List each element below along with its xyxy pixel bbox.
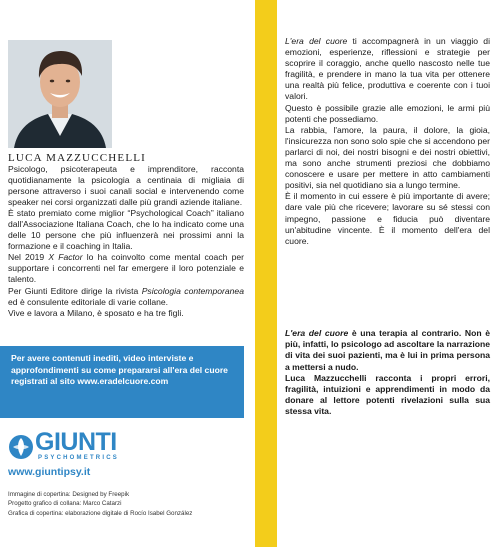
bio-text: Nel 2019 (8, 252, 49, 263)
show-title: X Factor (48, 252, 83, 263)
blurb-paragraph: Luca Mazzucchelli racconta i propri errori, fragilità, intuizioni e apprendimenti in modo da donare al lettore potenti rivelazioni sulla sua stessa vita. (285, 372, 490, 417)
credit-line: Progetto grafico di collana: Marco Catarzi (8, 500, 122, 508)
bio-text: ed è consulente editoriale di varie collane. (8, 296, 169, 307)
logo-wordmark: GIUNTI (35, 428, 117, 456)
bio-paragraph: Vive e lavora a Milano, è sposato e ha tre figli. (8, 307, 184, 318)
magazine-title: Psicologia contemporanea (141, 285, 244, 296)
description-paragraph: È il momento in cui essere è più importante di avere; dare vale più che ricevere; lavorare su sé stessi con impegno, passione e fiducia può diventare un'abitudine vincente. È il momento dell'era del cuore. (285, 191, 490, 246)
publisher-logo (8, 428, 128, 462)
bio-paragraph (8, 286, 244, 308)
blurb-paragraph (285, 328, 490, 373)
publisher-website: www.giuntipsy.it (8, 466, 91, 478)
book-spine (255, 0, 277, 547)
book-blurb (285, 328, 490, 418)
promo-text: Per avere contenuti inediti, video interviste e approfondimenti su come prepararsi all'era del cuore registrati al sito www.eradelcuore.com (11, 353, 228, 387)
bio-paragraph: Psicologo, psicoterapeuta e imprenditore, racconta quotidianamente la psicologia a centinaia di migliaia di persone attraverso i suoi canali social e intervenendo come speaker nei corsi organizzati dalle più grandi aziende italiane. (8, 164, 244, 208)
blurb-text: è una terapia al contrario. Non è più, infatti, lo psicologo ad ascoltare la narrazione di vita dei suoi pazienti, ma è lui in prima persona a mettersi a nudo. (285, 328, 490, 372)
description-paragraph: La rabbia, l'amore, la paura, il dolore, la gioia, l'insicurezza non sono solo spie che si accendono per parlarci di noi, dei nostri bisogni e dei nostri obiettivi, ma sono anche strumenti preziosi che dobbiamo conoscere e usare per mettere in atto cambiamenti positivi, sia nel quotidiano sia a lungo termine. (285, 124, 490, 191)
author-portrait-illustration (8, 40, 112, 148)
bio-paragraph: È stato premiato come miglior “Psychological Coach” italiano dall'Associazione Italiana Coach, che lo ha indicato come una delle 10 persone che più influenzerà nei prossimi anni la formazione e il coaching in Italia. (8, 208, 244, 252)
logo-subtitle: PSYCHOMETRICS (38, 455, 119, 461)
description-text: ti accompagnerà in un viaggio di emozioni, esperienze, riflessioni e strategie per scoprire il coraggio, anche quello nascosto nelle tue fragilità, e prendere in mano la tua vita per ottenere una realtà più felice, produttiva e coerente con i tuoi valori. (285, 36, 490, 102)
promo-box (0, 346, 244, 418)
book-title: L'era del cuore (285, 328, 349, 338)
credit-line: Immagine di copertina: Designed by Freepik (8, 491, 130, 498)
credits (8, 490, 192, 518)
book-title: L'era del cuore (285, 36, 348, 46)
credit-line: Grafica di copertina: elaborazione digitale di Rocío Isabel González (8, 509, 193, 517)
bio-paragraph (8, 252, 244, 285)
book-description (285, 36, 490, 247)
bio-text: lo ha coinvolto come mental coach per supportare i concorrenti nel far emergere il loro potenziale e talento. (8, 252, 244, 285)
author-bio (8, 164, 244, 319)
author-name: LUCA MAZZUCCHELLI (8, 152, 147, 164)
description-paragraph: Questo è possibile grazie alle emozioni, le armi più potenti che possediamo. (285, 102, 490, 124)
author-photo (8, 40, 112, 148)
bio-text: Per Giunti Editore dirige la rivista (8, 285, 142, 296)
description-paragraph (285, 36, 490, 103)
giunti-emblem-icon (8, 432, 34, 462)
